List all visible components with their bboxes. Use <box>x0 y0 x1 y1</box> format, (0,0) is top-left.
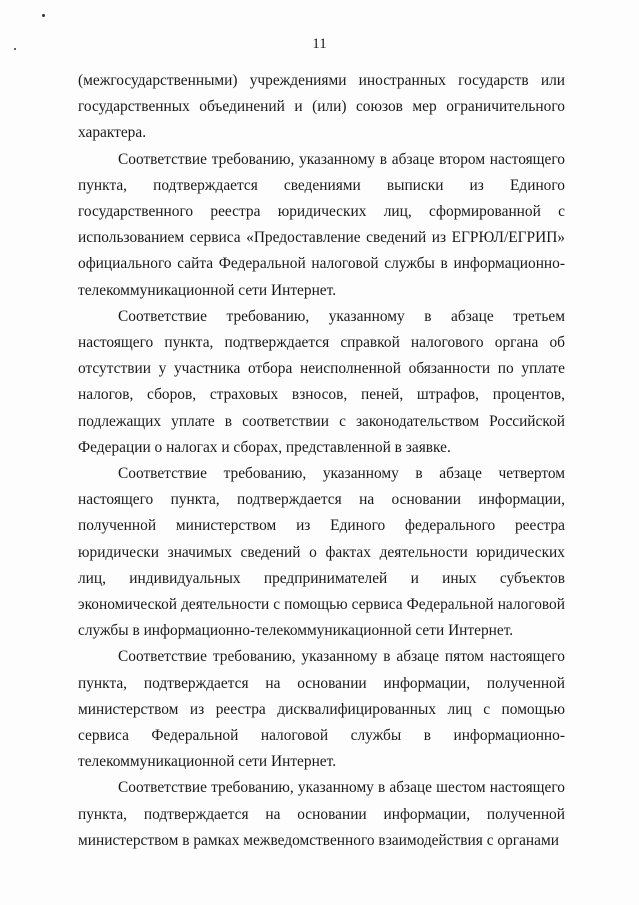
paragraph-3: Соответствие требованию, указанному в абзаце третьем настоящего пункта, подтверждается справкой налогового органа об отсутствии у участника отбора неисполненной обязанности по уплате налогов, сборов, страховых взносов, пеней, штрафов, процентов, подлежащих уплате в соответствии с законодательством Российской Федерации о налогах и сборах, представленной в заявке. <box>78 307 565 456</box>
paragraph-2: Соответствие требованию, указанному в абзаце втором настоящего пункта, подтверждается сведениями выписки из Единого государственного реестра юридических лиц, сформированной с использованием сервиса «Предоставление сведений из ЕГРЮЛ/ЕГРИП» официального сайта Федеральной налоговой службы в информационно-телекоммуникационной сети Интернет. <box>78 150 565 299</box>
paragraph-4: Соответствие требованию, указанному в абзаце четвертом настоящего пункта, подтверждается на основании информации, полученной министерством из Единого федерального реестра юридически значимых сведений о фактах деятельности юридических лиц, индивидуальных предпринимателей и иных субъектов экономической деятельности с помощью сервиса Федеральной налоговой службы в информационно-телекоммуникационной сети Интернет. <box>78 465 565 640</box>
document-body <box>78 68 565 854</box>
page-number: 11 <box>312 36 327 52</box>
paragraph-6: Соответствие требованию, указанному в абзаце шестом настоящего пункта, подтверждается на основании информации, полученной министерством в рамках межведомственного взаимодействия с органами <box>78 779 565 849</box>
paragraph-5: Соответствие требованию, указанному в абзаце пятом настоящего пункта, подтверждается на основании информации, полученной министерством из реестра дисквалифицированных лиц с помощью сервиса Федеральной налоговой службы в информационно-телекоммуникационной сети Интернет. <box>78 648 565 771</box>
paragraph-1: (межгосударственными) учреждениями иностранных государств или государственных объединений и (или) союзов мер ограничительного характера. <box>78 72 565 142</box>
scan-speck <box>42 14 45 17</box>
